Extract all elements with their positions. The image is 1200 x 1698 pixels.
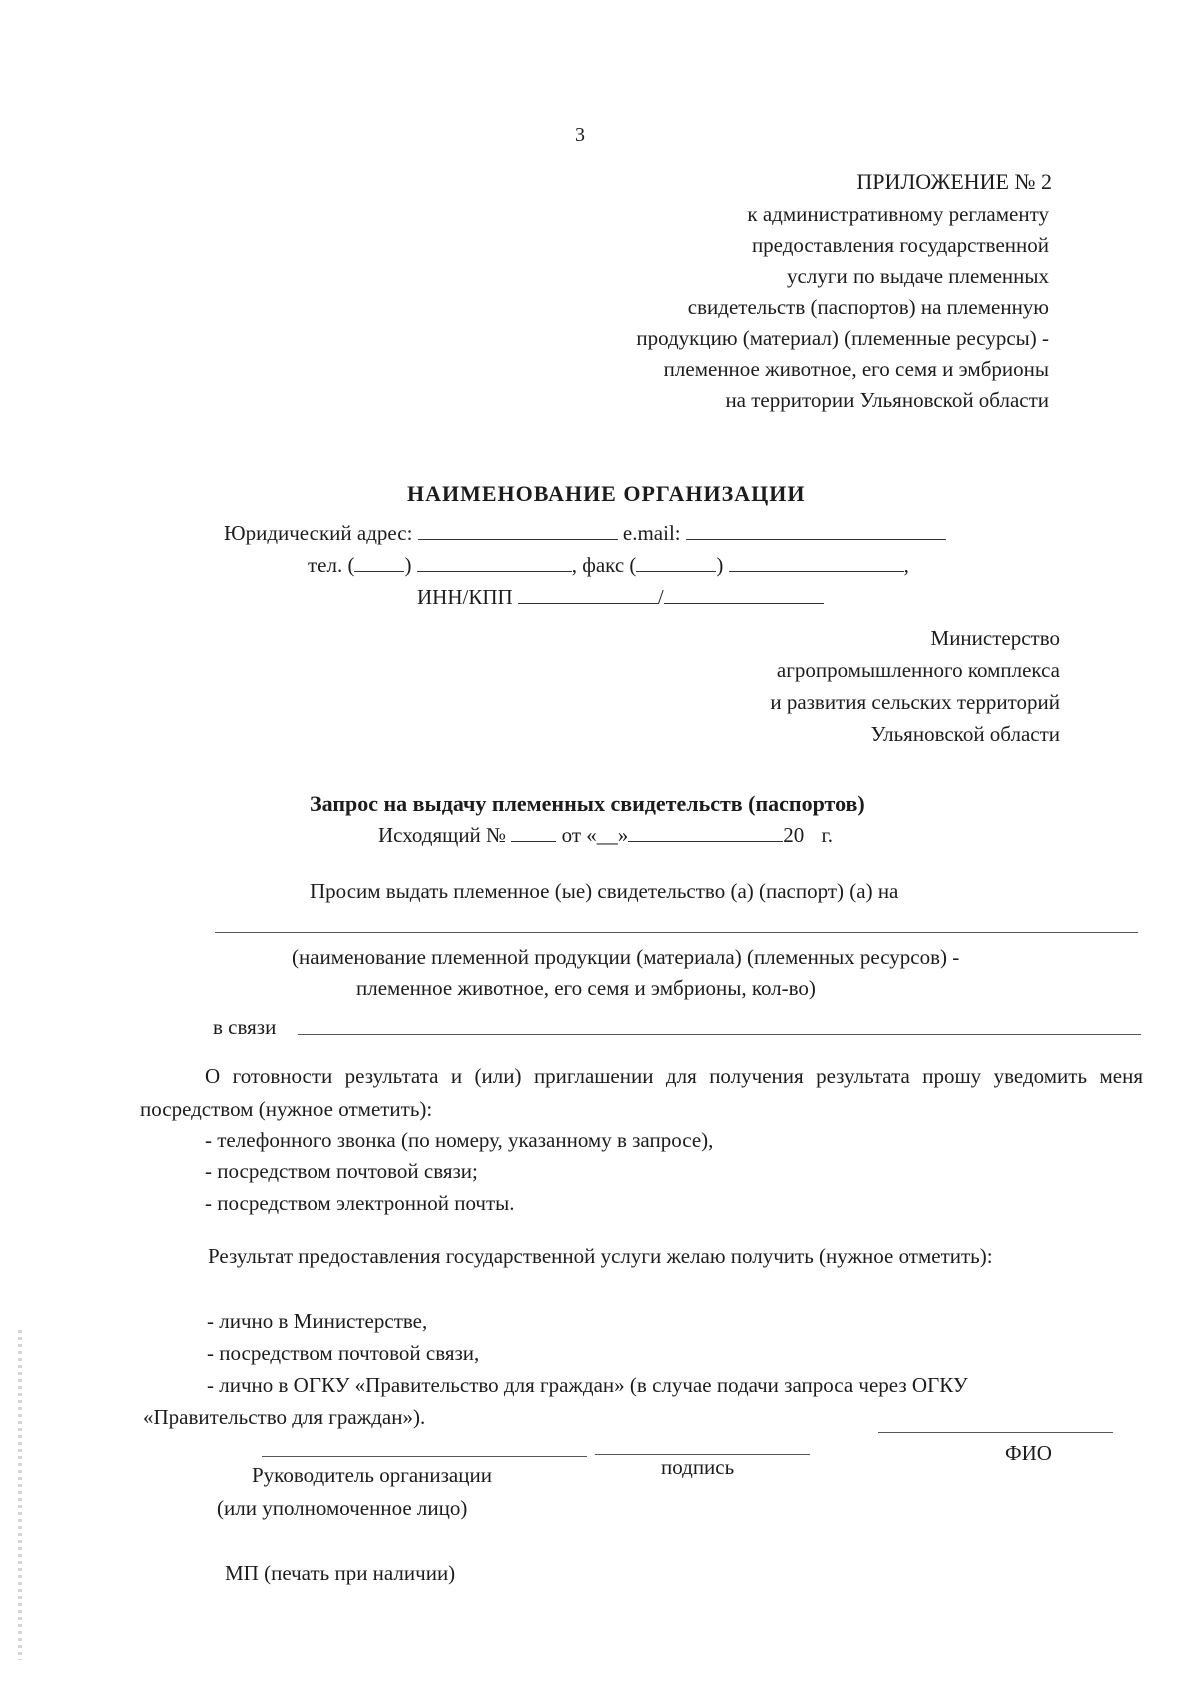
notify-option: - телефонного звонка (по номеру, указанному в запросе), [205, 1128, 714, 1152]
stamp-label: МП (печать при наличии) [225, 1561, 456, 1585]
outgoing-label: Исходящий № [378, 823, 507, 847]
tel-label: тел. [308, 553, 343, 577]
recipient-line: и развития сельских территорий [770, 690, 1060, 714]
result-option: - лично в ОГКУ «Правительство для граждан» (в случае подачи запроса через ОГКУ [207, 1373, 968, 1397]
appendix-line: племенное животное, его семя и эмбрионы [663, 357, 1049, 381]
appendix-title: ПРИЛОЖЕНИЕ № 2 [856, 169, 1052, 194]
legal-address-row [224, 520, 946, 547]
fax-number-field[interactable] [729, 552, 904, 572]
recipient-line: агропромышленного комплекса [776, 658, 1060, 682]
inn-field[interactable] [518, 584, 658, 604]
scan-edge-artifact [18, 1330, 22, 1660]
sign-label: подпись [661, 1455, 735, 1479]
result-option: - лично в Министерстве, [207, 1309, 428, 1333]
appendix-line: предоставления государственной [751, 233, 1049, 257]
outgoing-number-field[interactable] [511, 822, 556, 842]
fax-label: факс [582, 553, 625, 577]
legal-address-label: Юридический адрес: [224, 521, 413, 545]
hint-line: (наименование племенной продукции (материала) (племенных ресурсов) - [292, 945, 960, 969]
legal-address-field[interactable] [418, 520, 618, 540]
fio-line[interactable] [878, 1432, 1113, 1433]
org-name: НАИМЕНОВАНИЕ ОРГАНИЗАЦИИ [407, 481, 806, 506]
notify-option: - посредством почтовой связи; [205, 1159, 478, 1183]
from-label: от «__» [561, 823, 629, 847]
reason-field-line[interactable] [298, 1034, 1141, 1035]
notify-option: - посредством электронной почты. [205, 1191, 515, 1215]
recipient-line: Ульяновской области [870, 722, 1060, 746]
appendix-line: на территории Ульяновской области [725, 388, 1049, 412]
date-field[interactable] [628, 822, 783, 842]
result-option: - посредством почтовой связи, [207, 1341, 480, 1365]
recipient-line: Министерство [930, 626, 1060, 650]
email-field[interactable] [686, 520, 946, 540]
request-body-line: Просим выдать племенное (ые) свидетельство (а) (паспорт) (а) на [310, 879, 899, 903]
result-option-continuation: «Правительство для граждан»). [143, 1405, 426, 1429]
year-label: 20 [783, 823, 805, 847]
kpp-field[interactable] [664, 584, 824, 604]
appendix-line: услуги по выдаче племенных [787, 264, 1049, 288]
head-signature-line[interactable] [262, 1456, 587, 1457]
request-title: Запрос на выдачу племенных свидетельств (паспортов) [310, 791, 865, 816]
email-label: e.mail: [622, 521, 681, 545]
product-field-line[interactable] [215, 932, 1138, 933]
phone-fax-row: тел. ( ) , факс ( ) , [308, 553, 909, 577]
fio-label: ФИО [1005, 1441, 1052, 1465]
hint-line: племенное животное, его семя и эмбрионы, кол-во) [356, 976, 816, 1000]
head-label: Руководитель организации [252, 1463, 492, 1487]
appendix-line: к административному регламенту [747, 202, 1049, 226]
appendix-line: продукцию (материал) (племенные ресурсы) - [636, 326, 1049, 350]
appendix-line: свидетельств (паспортов) на племенную [687, 295, 1049, 319]
inn-label: ИНН/КПП [417, 585, 513, 609]
year-suffix: г. [821, 823, 833, 847]
inn-row: ИНН/КПП / [417, 584, 824, 611]
outgoing-row [378, 822, 833, 849]
result-intro: Результат предоставления государственной услуги желаю получить (нужное отметить): [208, 1244, 993, 1268]
fax-code-field[interactable] [636, 552, 716, 572]
page-number: 3 [575, 124, 585, 146]
head-sub-label: (или уполномоченное лицо) [217, 1496, 468, 1520]
reason-label: в связи [213, 1015, 277, 1039]
notify-intro: О готовности результата и (или) приглашении для получения результата прошу уведомить меня посредством (нужное отметить): [140, 1064, 1143, 1121]
tel-number-field[interactable] [417, 552, 572, 572]
tel-code-field[interactable] [354, 552, 404, 572]
